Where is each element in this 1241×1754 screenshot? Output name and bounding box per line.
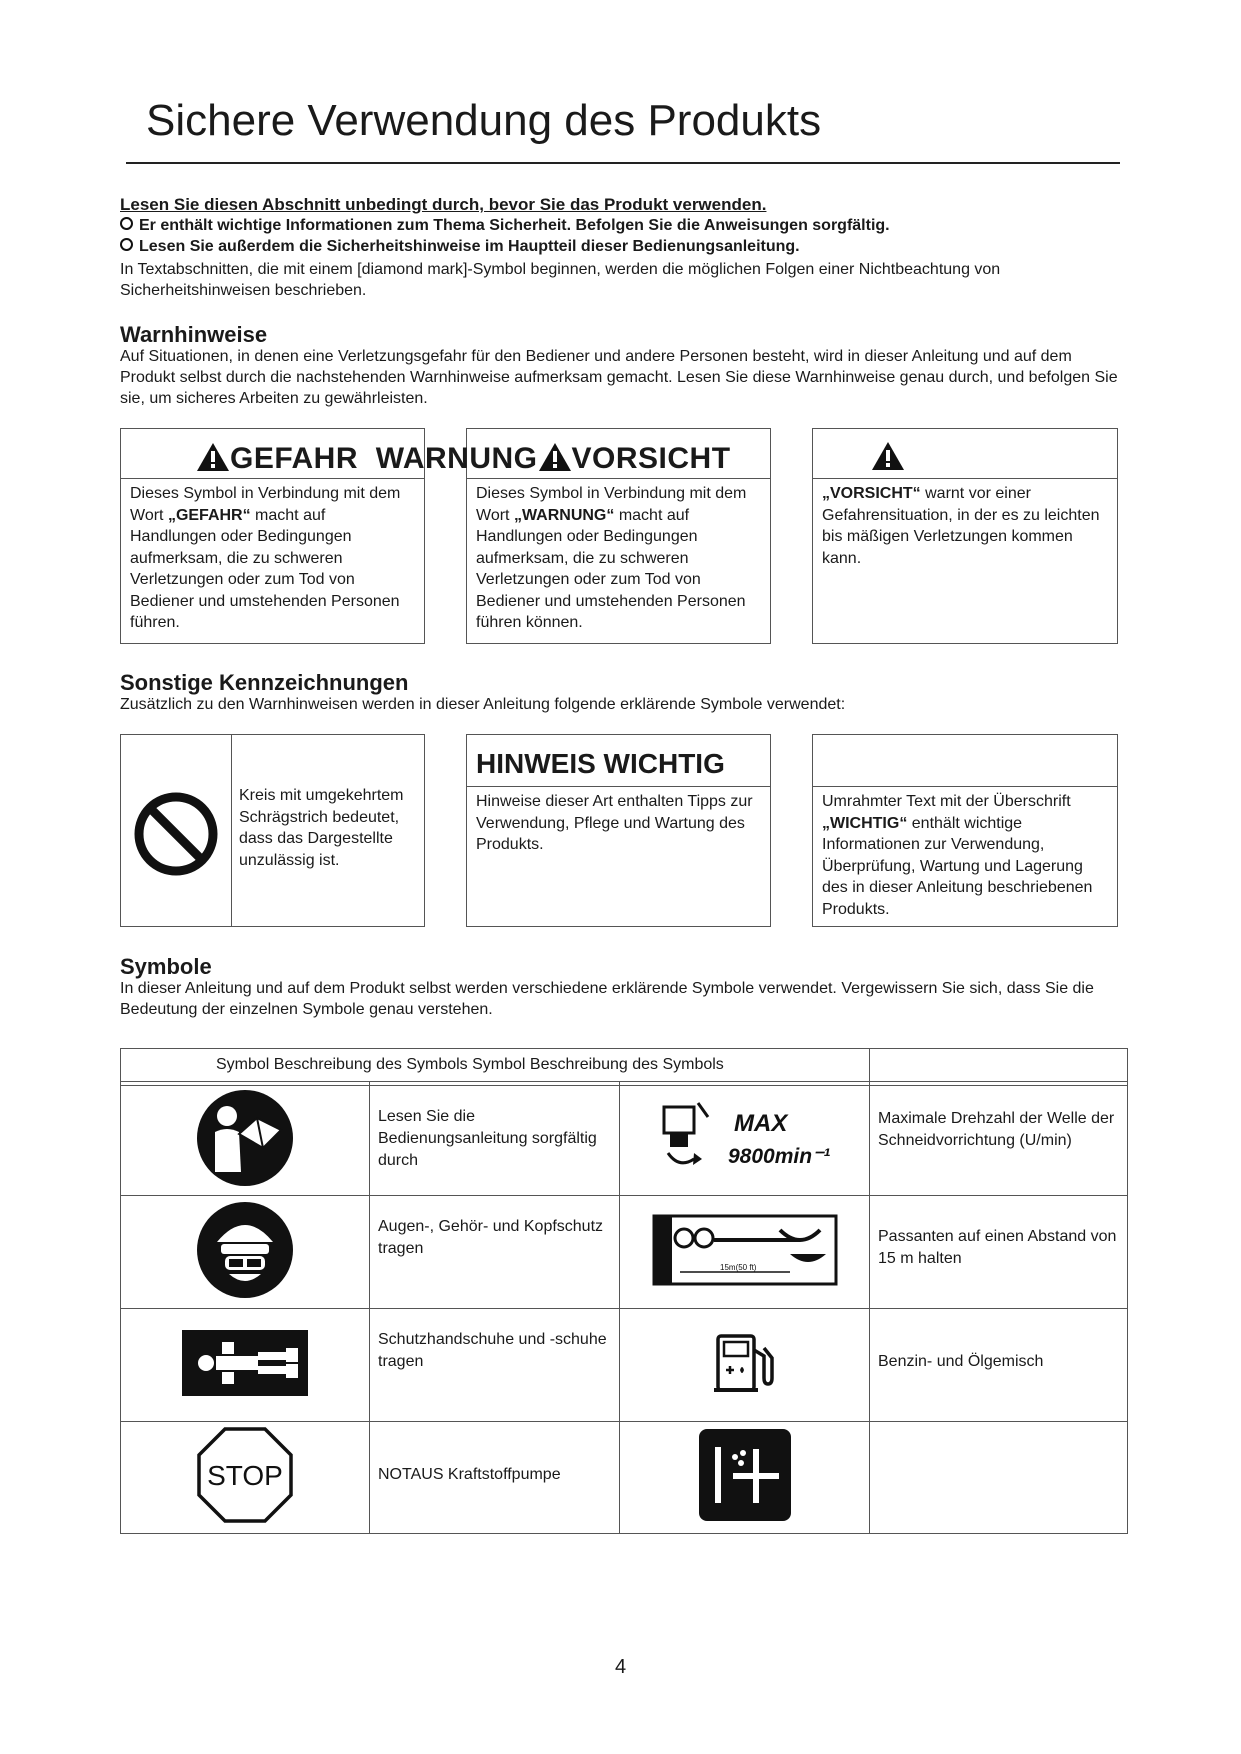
distance-label: 15m(50 ft) [719,1262,756,1272]
warning-triangle-icon [196,442,230,472]
gloves-boots-icon [182,1330,308,1396]
bullet-circle-icon [120,238,133,251]
intro-lead: Lesen Sie diesen Abschnitt unbedingt durch, bevor Sie das Produkt verwenden. [120,195,767,214]
max-speed-icon [650,1093,840,1183]
bullet-circle-icon [120,217,133,230]
warnings-text: Auf Situationen, in denen eine Verletzungsgefahr für den Bediener und andere Personen besteht, wird in dieser Anleitung und auf dem Produkt selbst durch die nachstehenden Warnhinweise aufmerksam gemacht. Lesen Sie diese Warnhinweise genau durch, und befolgen Sie sie, um sicheres Arbeiten zu gewährleisten. [120,348,1118,407]
symbol-desc: Maximale Drehzahl der Welle der Schneidvorrichtung (U/min) [870,1086,1128,1196]
rpm-label: 9800min⁻¹ [727,1145,830,1168]
symbol-desc [870,1422,1128,1534]
intro-bullet: Er enthält wichtige Informationen zum Thema Sicherheit. Befolgen Sie die Anweisungen sorgfältig. [120,215,1130,236]
warning-header-words: GEFAHR WARNUNG VORSICHT [196,442,731,476]
hinweis-box [466,734,771,927]
vorsicht-text: „VORSICHT“ warnt vor einer Gefahrensituation, in der es zu leichten bis mäßigen Verletzungen kommen kann. [822,485,1100,567]
warning-triangle-icon [871,441,905,471]
warnung-text: Dieses Symbol in Verbindung mit dem Wort „WARNUNG“ macht auf Handlungen oder Bedingungen aufmerksam, die zu schweren Verletzungen oder zum Tod von Bediener und umstehenden Personen führen können. [476,485,747,631]
keep-distance-icon [650,1210,840,1290]
prohibition-icon [133,791,219,877]
other-marks-text: Zusätzlich zu den Warnhinweisen werden in dieser Anleitung folgende erklärende Symbole verwendet: [120,696,846,713]
hinweis-title: HINWEIS WICHTIG [467,735,770,787]
vorsicht-box [812,428,1118,644]
intro-paragraph: In Textabschnitten, die mit einem [diamond mark]-Symbol beginnen, werden die möglichen Folgen einer Nichtbeachtung von Sicherheitshinweisen beschrieben. [120,261,1001,299]
symbol-desc: Passanten auf einen Abstand von 15 m halten [870,1196,1128,1309]
gefahr-text: Dieses Symbol in Verbindung mit dem Wort „GEFAHR“ macht auf Handlungen oder Bedingungen aufmerksam, die zu schweren Verletzungen oder zum Tod von Bediener und umstehenden Personen führen. [130,485,401,631]
table-row [121,1309,1128,1422]
fuel-mix-icon [712,1330,778,1396]
symbol-desc: NOTAUS Kraftstoffpumpe [370,1422,620,1534]
other-marks-heading: Sonstige Kennzeichnungen [120,670,409,695]
protective-gear-icon [195,1200,295,1300]
primer-pump-icon [697,1427,793,1523]
symbol-desc: Lesen Sie die Bedienungsanleitung sorgfältig durch [370,1086,620,1196]
max-label: MAX [733,1110,787,1137]
wichtig-text: Umrahmter Text mit der Überschrift „WICHTIG“ enthält wichtige Informationen zur Verwendung, Überprüfung, Wartung und Lagerung des in dieser Anleitung beschriebenen Produkts. [822,793,1093,918]
page-number: 4 [614,1656,627,1678]
symbol-desc: Augen-, Gehör- und Kopfschutz tragen [370,1196,620,1309]
symbol-desc: Schutzhandschuhe und -schuhe tragen [370,1309,620,1422]
symbol-table [120,1048,1128,1534]
stop-sign-icon [195,1425,295,1525]
hinweis-text: Hinweise dieser Art enthalten Tipps zur Verwendung, Pflege und Wartung des Produkts. [476,793,753,853]
intro-bullet: Lesen Sie außerdem die Sicherheitshinweise im Hauptteil dieser Bedienungsanleitung. [120,236,1130,257]
warning-triangle-icon [538,442,572,472]
intro-section [120,194,1130,301]
symbols-heading: Symbole [120,954,212,979]
page-title: Sichere Verwendung des Produkts [146,96,822,145]
warnings-heading: Warnhinweise [120,322,268,347]
table-row [121,1086,1128,1196]
prohibition-text: Kreis mit umgekehrtem Schrägstrich bedeutet, dass das Dargestellte unzulässig ist. [239,787,404,869]
read-manual-icon [195,1088,295,1188]
prohibition-box [120,734,425,927]
symbols-text: In dieser Anleitung und auf dem Produkt selbst werden verschiedene erklärende Symbole verwendet. Vergewissern Sie sich, dass Sie die Bedeutung der einzelnen Symbole genau verstehen. [120,980,1094,1018]
stop-label: STOP [207,1460,283,1491]
table-row [121,1196,1128,1309]
title-divider [126,162,1120,164]
wichtig-box [812,734,1118,927]
symbol-table-header: Symbol Beschreibung des Symbols Symbol Beschreibung des Symbols [121,1049,870,1082]
symbol-desc: Benzin- und Ölgemisch [870,1309,1128,1422]
table-row [121,1422,1128,1534]
